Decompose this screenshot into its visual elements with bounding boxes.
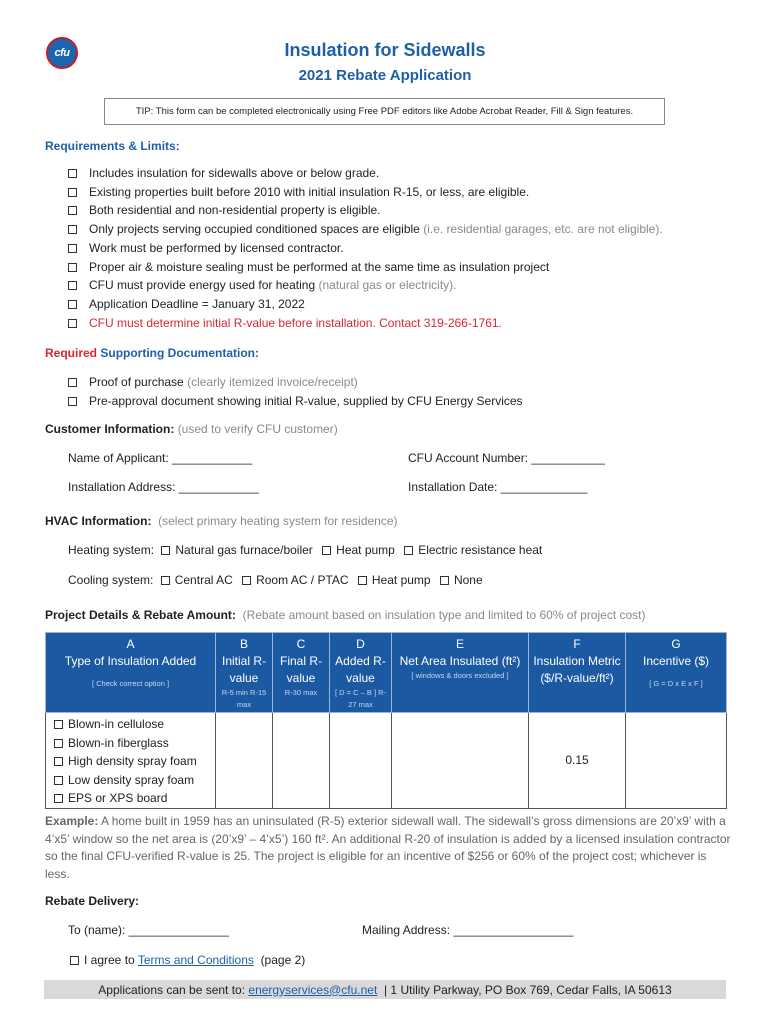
- column-header-f: F Insulation Metric ($/R-value/ft²): [529, 633, 626, 713]
- added-r-value-input[interactable]: [330, 713, 392, 809]
- checkbox[interactable]: [68, 244, 77, 253]
- list-item: Blown-in cellulose: [54, 715, 215, 734]
- checkbox[interactable]: [68, 263, 77, 272]
- list-item: Work must be performed by licensed contractor.: [68, 239, 663, 258]
- list-item: Application Deadline = January 31, 2022: [68, 295, 663, 314]
- page-subtitle: 2021 Rebate Application: [298, 67, 472, 84]
- checkbox[interactable]: [161, 576, 170, 585]
- checkbox[interactable]: [54, 757, 63, 766]
- column-header-c: C Final R-value R-30 max: [273, 633, 330, 713]
- checkbox[interactable]: [54, 794, 63, 803]
- list-item: Blown-in fiberglass: [54, 734, 215, 753]
- insulation-metric-cell: 0.15: [529, 713, 626, 809]
- final-r-value-input[interactable]: [273, 713, 330, 809]
- checkbox[interactable]: [404, 546, 413, 555]
- list-item: Proper air & moisture sealing must be performed at the same time as insulation project: [68, 258, 663, 277]
- list-item: EPS or XPS board: [54, 789, 215, 808]
- net-area-input[interactable]: [392, 713, 529, 809]
- docs-heading: Required Supporting Documentation:: [45, 346, 260, 360]
- list-item: CFU must determine initial R-value before installation. Contact 319-266-1761.: [68, 314, 663, 333]
- list-item: Only projects serving occupied conditioned spaces are eligible (i.e. residential garages, etc. are not eligible).: [68, 220, 663, 239]
- checkbox[interactable]: [68, 378, 77, 387]
- project-table: [45, 632, 727, 809]
- list-item: Existing properties built before 2010 with initial insulation R-15, or less, are eligible.: [68, 183, 663, 202]
- column-header-d: D Added R-value [ D = C – B ] R-27 max: [330, 633, 392, 713]
- column-header-a: A Type of Insulation Added [ Check correct option ]: [46, 633, 216, 713]
- customer-heading: Customer Information: (used to verify CFU customer): [45, 422, 338, 436]
- insulation-type-cell: [46, 713, 216, 809]
- incentive-input[interactable]: [626, 713, 727, 809]
- page-title: Insulation for Sidewalls: [284, 40, 486, 60]
- checkbox[interactable]: [440, 576, 449, 585]
- delivery-heading: Rebate Delivery:: [45, 894, 140, 908]
- list-item: CFU must provide energy used for heating (natural gas or electricity).: [68, 276, 663, 295]
- requirements-list: [68, 164, 663, 332]
- checkbox[interactable]: [358, 576, 367, 585]
- list-item: Proof of purchase (clearly itemized invoice/receipt): [68, 373, 523, 392]
- installation-date-field[interactable]: Installation Date: _____________: [408, 480, 588, 494]
- initial-r-value-input[interactable]: [216, 713, 273, 809]
- terms-link[interactable]: Terms and Conditions: [137, 953, 254, 967]
- example-text: Example: A home built in 1959 has an uninsulated (R-5) exterior sidewall wall. The sidewall’s gross dimensions are 20’x9’ with a 4’x5’ window so the net area is (20’x9’ – 4’x5’) 160 ft². An additional R-20 of insulation is added by a licensed insulation contractor so the final CFU-verified R-value is 25. The project is eligible for an incentive of $256 or 60% of the project cost; whichever is less.: [45, 814, 731, 881]
- checkbox[interactable]: [68, 225, 77, 234]
- checkbox[interactable]: [68, 319, 77, 328]
- cooling-system-row: Cooling system: Central AC Room AC / PTAC Heat pump None: [68, 573, 483, 587]
- checkbox[interactable]: [68, 169, 77, 178]
- footer-bar: Applications can be sent to: energyservices@cfu.net | 1 Utility Parkway, PO Box 769, Cedar Falls, IA 50613: [44, 980, 726, 999]
- list-item: Includes insulation for sidewalls above or below grade.: [68, 164, 663, 183]
- mailing-address-field[interactable]: Mailing Address: __________________: [362, 923, 574, 937]
- project-heading: Project Details & Rebate Amount: (Rebate amount based on insulation type and limited to 60% of project cost): [45, 608, 646, 622]
- checkbox[interactable]: [322, 546, 331, 555]
- applicant-name-field[interactable]: Name of Applicant: ____________: [68, 451, 253, 465]
- agree-terms-row: I agree to Terms and Conditions (page 2): [70, 953, 305, 967]
- column-header-g: G Incentive ($) [ G = D x E x F ]: [626, 633, 727, 713]
- account-number-field[interactable]: CFU Account Number: ___________: [408, 451, 605, 465]
- list-item: Pre-approval document showing initial R-value, supplied by CFU Energy Services: [68, 392, 523, 411]
- installation-address-field[interactable]: Installation Address: ____________: [68, 480, 259, 494]
- to-name-field[interactable]: To (name): _______________: [68, 923, 229, 937]
- checkbox[interactable]: [68, 188, 77, 197]
- checkbox[interactable]: [68, 397, 77, 406]
- requirements-heading: Requirements & Limits:: [45, 139, 180, 153]
- checkbox[interactable]: [54, 720, 63, 729]
- list-item: Both residential and non-residential property is eligible.: [68, 201, 663, 220]
- hvac-heading: HVAC Information: (select primary heating system for residence): [45, 514, 398, 528]
- logo-text: cfu: [54, 47, 70, 59]
- checkbox[interactable]: [242, 576, 251, 585]
- checkbox[interactable]: [54, 739, 63, 748]
- checkbox[interactable]: [161, 546, 170, 555]
- checkbox[interactable]: [68, 300, 77, 309]
- email-link[interactable]: energyservices@cfu.net: [248, 982, 378, 997]
- checkbox[interactable]: [68, 281, 77, 290]
- heating-system-row: Heating system: Natural gas furnace/boiler Heat pump Electric resistance heat: [68, 543, 543, 557]
- checkbox[interactable]: [54, 776, 63, 785]
- checkbox[interactable]: [68, 206, 77, 215]
- agree-checkbox[interactable]: [70, 956, 79, 965]
- tip-box: TIP: This form can be completed electronically using Free PDF editors like Adobe Acrobat Reader, Fill & Sign features.: [104, 98, 665, 125]
- docs-list: [68, 373, 523, 410]
- list-item: High density spray foam: [54, 752, 215, 771]
- column-header-b: B Initial R-value R-5 min R-15 max: [216, 633, 273, 713]
- list-item: Low density spray foam: [54, 771, 215, 790]
- column-header-e: E Net Area Insulated (ft²) [ windows & doors excluded ]: [392, 633, 529, 713]
